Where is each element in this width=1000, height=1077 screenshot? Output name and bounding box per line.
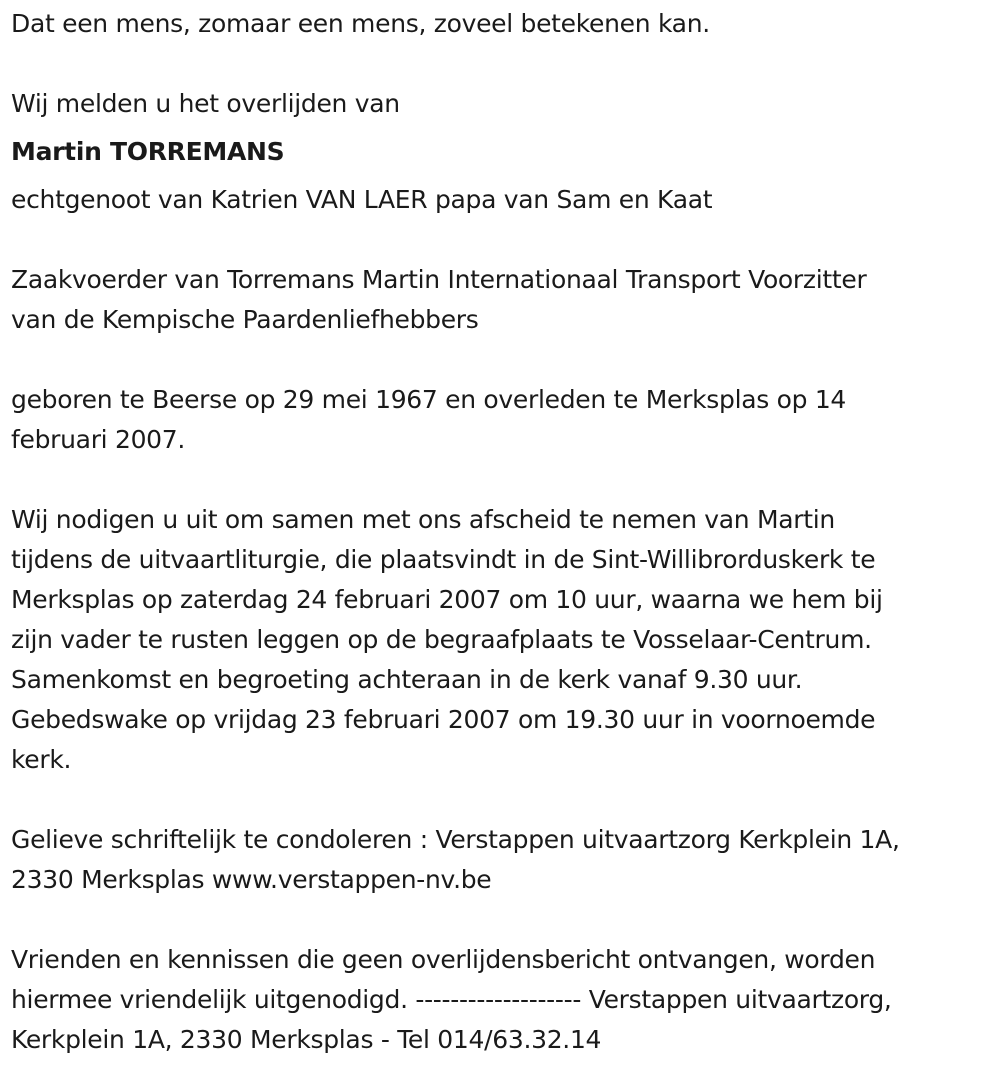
roles-paragraph <box>11 260 986 340</box>
birth-death-line: geboren te Beerse op 29 mei 1967 en overleden te Merksplas op 14 <box>11 385 847 414</box>
closing-paragraph <box>11 940 986 1060</box>
birth-death-line: februari 2007. <box>11 425 186 454</box>
announcement <box>11 84 986 124</box>
condolences-line: 2330 Merksplas www.verstappen-nv.be <box>11 865 492 894</box>
birth-death-paragraph <box>11 380 986 460</box>
roles-line: van de Kempische Paardenliefhebbers <box>11 305 479 334</box>
ceremony-line: kerk. <box>11 745 72 774</box>
ceremony-line: Gebedswake op vrijdag 23 februari 2007 om 19.30 uur in voornoemde <box>11 705 876 734</box>
closing-line: Vrienden en kennissen die geen overlijdensbericht ontvangen, worden <box>11 945 876 974</box>
ceremony-line: zijn vader te rusten leggen op de begraafplaats te Vosselaar-Centrum. <box>11 625 872 654</box>
roles-line: Zaakvoerder van Torremans Martin Internationaal Transport Voorzitter <box>11 265 867 294</box>
obituary-notice <box>11 4 986 1060</box>
opening-line: Dat een mens, zomaar een mens, zoveel betekenen kan. <box>11 9 710 38</box>
ceremony-line: Merksplas op zaterdag 24 februari 2007 om 10 uur, waarna we hem bij <box>11 585 883 614</box>
closing-line: Kerkplein 1A, 2330 Merksplas - Tel 014/63.32.14 <box>11 1025 602 1054</box>
ceremony-line: Wij nodigen u uit om samen met ons afscheid te nemen van Martin <box>11 505 835 534</box>
condolences-paragraph <box>11 820 986 900</box>
opening-quote <box>11 4 986 44</box>
family-line: echtgenoot van Katrien VAN LAER papa van Sam en Kaat <box>11 185 713 214</box>
ceremony-line: Samenkomst en begroeting achteraan in de kerk vanaf 9.30 uur. <box>11 665 803 694</box>
closing-line: hiermee vriendelijk uitgenodigd. ------------------- Verstappen uitvaartzorg, <box>11 985 892 1014</box>
family-block <box>11 180 986 220</box>
ceremony-paragraph <box>11 500 986 780</box>
condolences-line: Gelieve schriftelijk te condoleren : Verstappen uitvaartzorg Kerkplein 1A, <box>11 825 900 854</box>
deceased-name: Martin TORREMANS <box>11 137 285 166</box>
deceased-name-block <box>11 132 986 172</box>
announce-line: Wij melden u het overlijden van <box>11 89 400 118</box>
ceremony-line: tijdens de uitvaartliturgie, die plaatsvindt in de Sint-Willibrorduskerk te <box>11 545 876 574</box>
